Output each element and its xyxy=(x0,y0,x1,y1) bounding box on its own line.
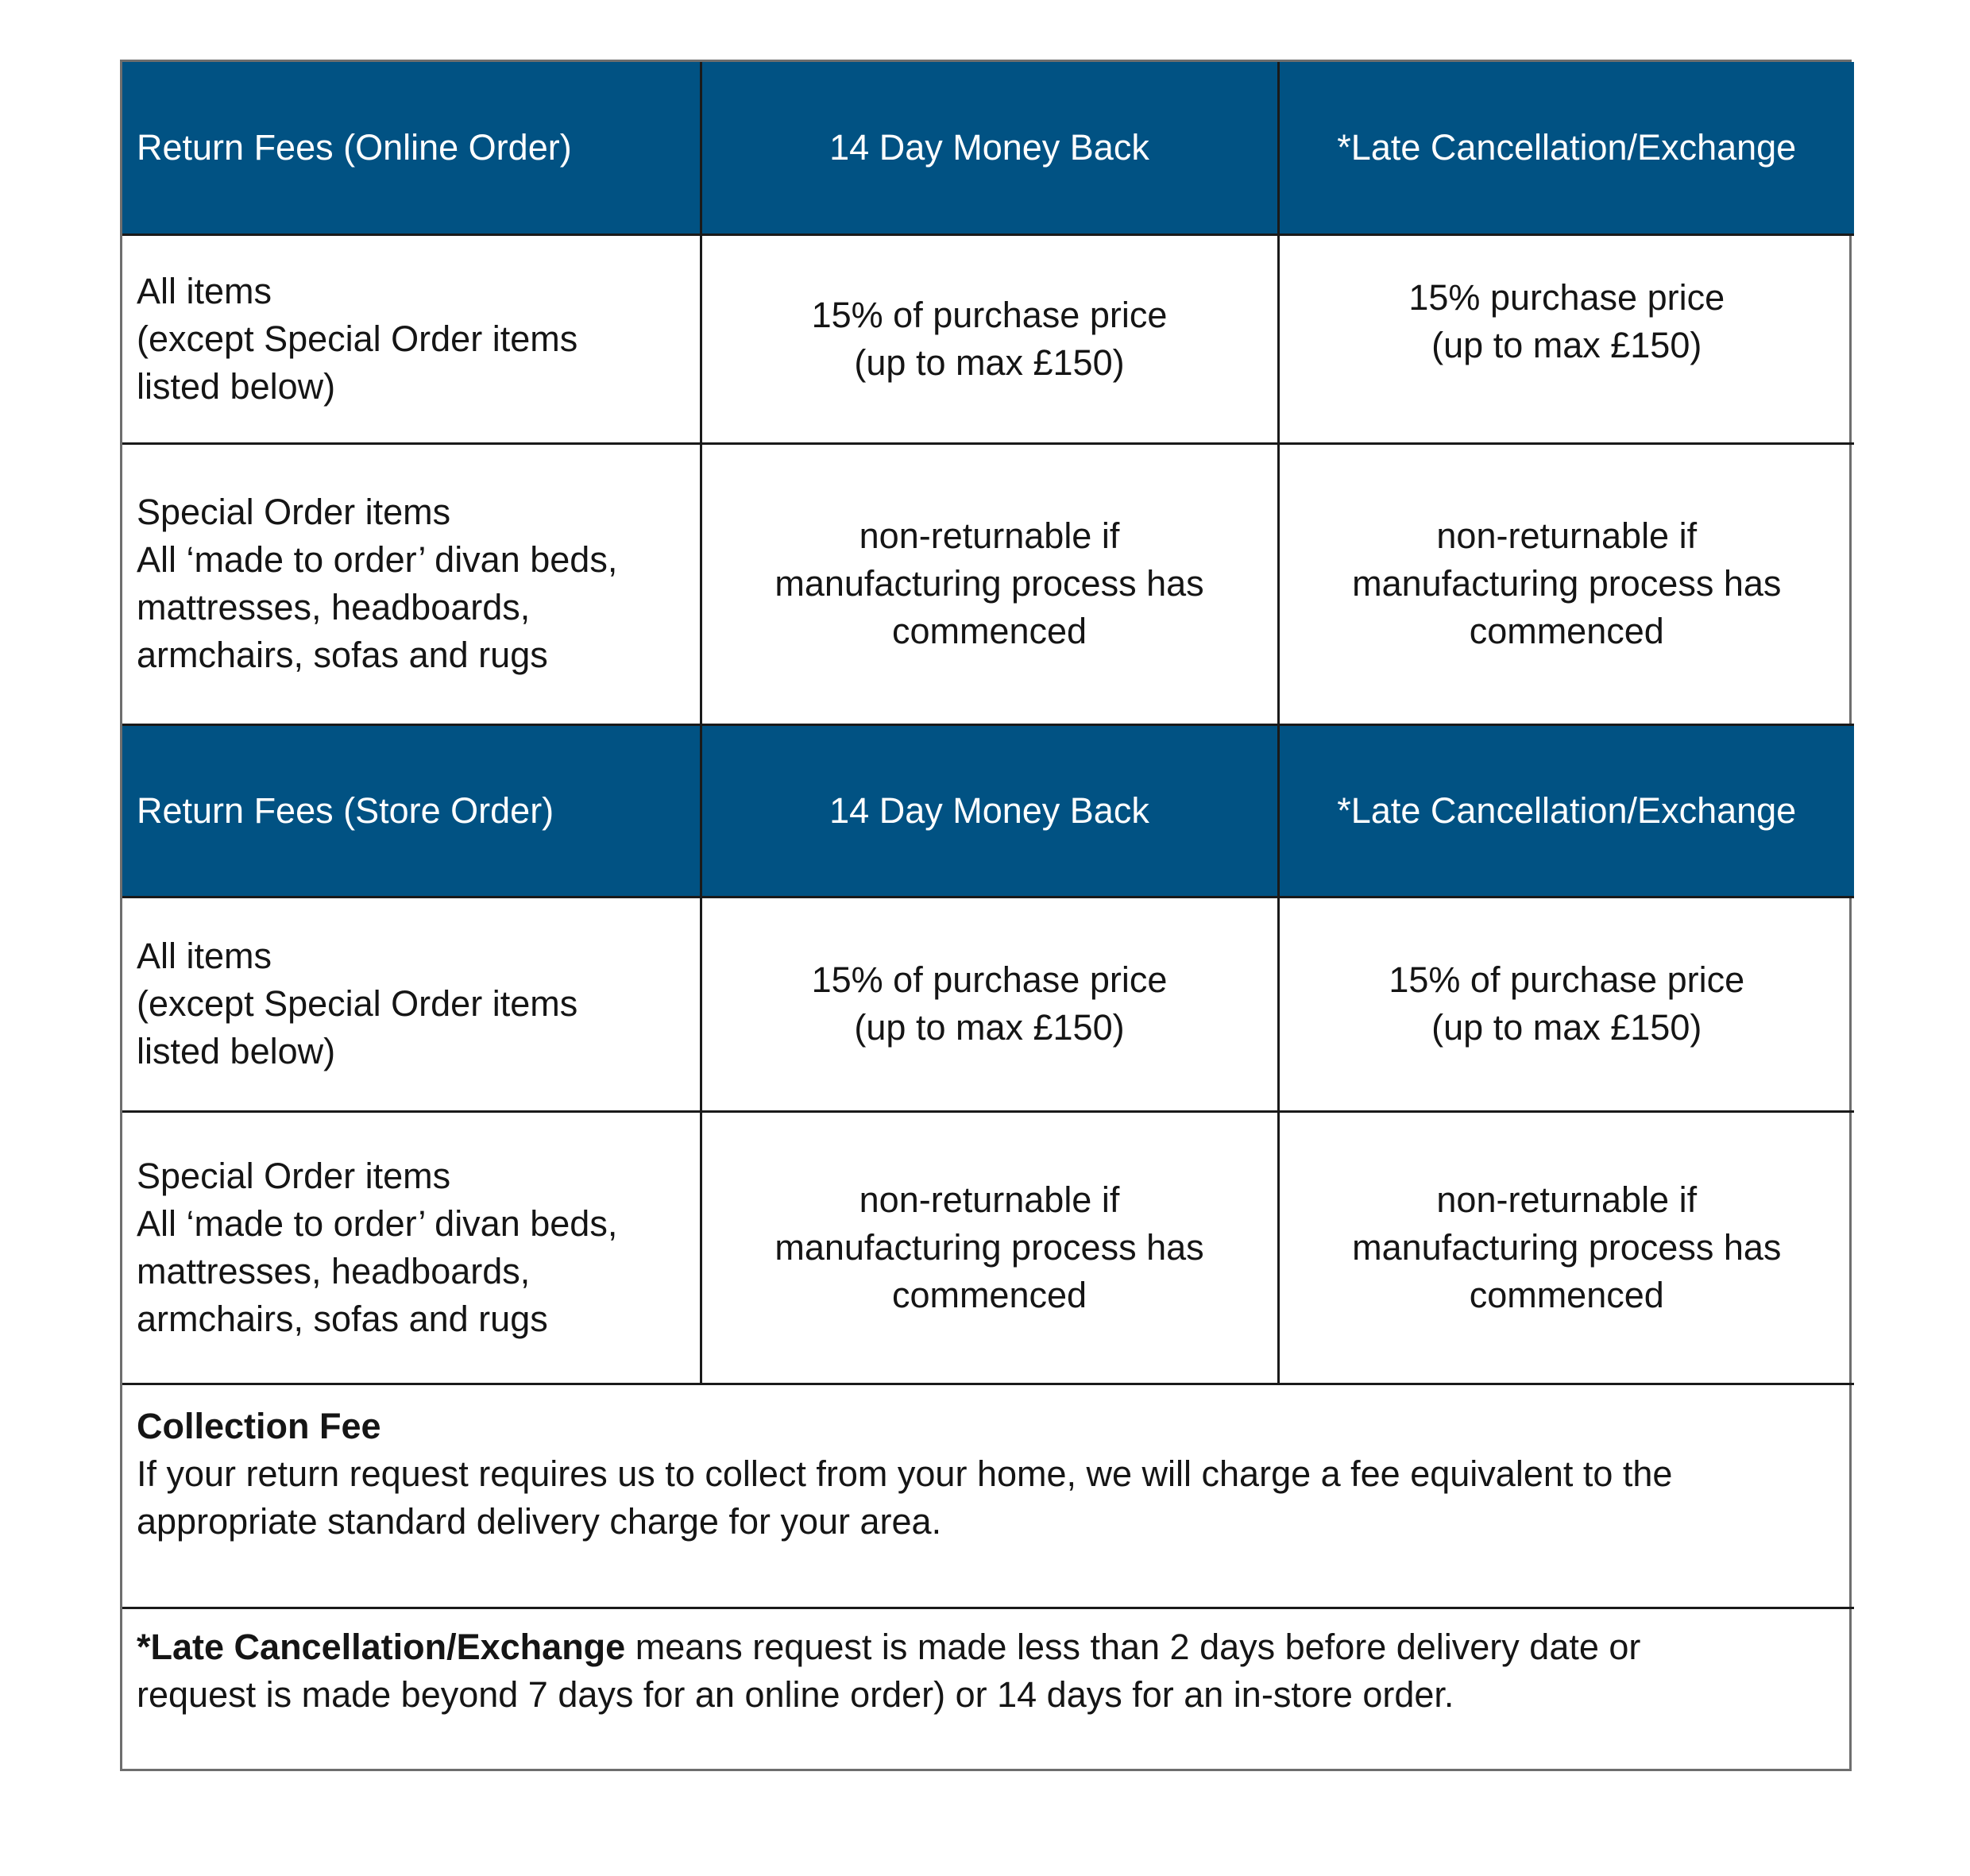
online-header-money-back: 14 Day Money Back xyxy=(701,62,1278,234)
online-special-money-back xyxy=(701,443,1278,724)
store-special-label-line3: mattresses, headboards, xyxy=(137,1250,531,1291)
collection-fee-row xyxy=(122,1384,1854,1608)
late-note-text-line1: means request is made less than 2 days before delivery date or xyxy=(625,1626,1641,1667)
online-all-items-money-back-line2: (up to max £150) xyxy=(854,342,1125,383)
store-special-label xyxy=(122,1111,701,1384)
online-special-label-line4: armchairs, sofas and rugs xyxy=(137,635,548,675)
online-special-label-line3: mattresses, headboards, xyxy=(137,587,531,627)
online-special-late-line1: non-returnable if xyxy=(1436,515,1698,556)
store-all-items-money-back-line2: (up to max £150) xyxy=(854,1007,1125,1048)
store-special-money-back xyxy=(701,1111,1278,1384)
online-all-items-money-back-line1: 15% of purchase price xyxy=(811,294,1168,335)
online-special-late-line3: commenced xyxy=(1469,611,1664,651)
store-all-items-late-line2: (up to max £150) xyxy=(1431,1007,1702,1048)
store-special-order-row xyxy=(122,1111,1854,1384)
online-special-money-back-line2: manufacturing process has xyxy=(774,563,1204,604)
store-all-items-row xyxy=(122,897,1854,1111)
store-special-label-line4: armchairs, sofas and rugs xyxy=(137,1298,548,1339)
store-special-label-line2: All ‘made to order’ divan beds, xyxy=(137,1202,618,1244)
store-header-late-cancellation: *Late Cancellation/Exchange xyxy=(1278,724,1854,897)
store-special-late-line2: manufacturing process has xyxy=(1352,1226,1782,1268)
online-all-items-late xyxy=(1278,234,1854,443)
store-special-money-back-line2: manufacturing process has xyxy=(774,1226,1204,1268)
online-header-label: Return Fees (Online Order) xyxy=(122,62,701,234)
store-special-money-back-line1: non-returnable if xyxy=(859,1179,1120,1220)
store-special-money-back-line3: commenced xyxy=(891,1274,1087,1315)
online-all-items-label-line1: All items xyxy=(137,270,272,311)
store-special-label-line1: Special Order items xyxy=(137,1155,451,1196)
late-note-term: *Late Cancellation/Exchange xyxy=(137,1626,626,1667)
online-special-label-line2: All ‘made to order’ divan beds, xyxy=(137,539,618,580)
store-special-late xyxy=(1278,1111,1854,1384)
store-header-label: Return Fees (Store Order) xyxy=(122,724,701,897)
return-fees-table-container xyxy=(120,60,1852,1771)
store-all-items-late xyxy=(1278,897,1854,1111)
store-header-row xyxy=(122,724,1854,897)
collection-fee-cell xyxy=(122,1384,1854,1608)
online-all-items-late-line2: (up to max £150) xyxy=(1431,324,1702,365)
online-all-items-row xyxy=(122,234,1854,443)
online-special-label-line1: Special Order items xyxy=(137,492,451,532)
online-special-money-back-line3: commenced xyxy=(891,611,1087,651)
online-special-label xyxy=(122,443,701,724)
store-all-items-label-line2: (except Special Order items xyxy=(137,983,578,1024)
online-special-money-back-line1: non-returnable if xyxy=(859,515,1120,556)
store-special-late-line3: commenced xyxy=(1469,1274,1664,1315)
online-all-items-money-back xyxy=(701,234,1278,443)
store-all-items-late-line1: 15% of purchase price xyxy=(1389,959,1745,1000)
store-special-late-line1: non-returnable if xyxy=(1436,1179,1698,1220)
online-header-late-cancellation: *Late Cancellation/Exchange xyxy=(1278,62,1854,234)
online-special-order-row xyxy=(122,443,1854,724)
online-all-items-late-line1: 15% purchase price xyxy=(1408,276,1725,318)
online-special-late xyxy=(1278,443,1854,724)
online-all-items-label-line3: listed below) xyxy=(137,365,336,407)
online-all-items-label xyxy=(122,234,701,443)
late-cancellation-note-cell xyxy=(122,1608,1854,1769)
collection-fee-title: Collection Fee xyxy=(137,1405,381,1446)
store-all-items-label-line3: listed below) xyxy=(137,1031,336,1071)
collection-fee-text-line1: If your return request requires us to collect from your home, we will charge a fee equivalent to the xyxy=(137,1453,1673,1494)
online-special-late-line2: manufacturing process has xyxy=(1352,563,1782,604)
return-fees-table xyxy=(122,62,1854,1769)
late-cancellation-note-row xyxy=(122,1608,1854,1769)
store-all-items-money-back xyxy=(701,897,1278,1111)
store-all-items-label-line1: All items xyxy=(137,936,272,976)
late-note-line1 xyxy=(137,1623,1840,1671)
collection-fee-text-line2: appropriate standard delivery charge for your area. xyxy=(137,1500,942,1542)
online-header-row xyxy=(122,62,1854,234)
store-all-items-money-back-line1: 15% of purchase price xyxy=(811,959,1168,1000)
store-header-money-back: 14 Day Money Back xyxy=(701,724,1278,897)
late-note-text-line2: request is made beyond 7 days for an online order) or 14 days for an in-store order. xyxy=(137,1673,1454,1715)
store-all-items-label xyxy=(122,897,701,1111)
online-all-items-label-line2: (except Special Order items xyxy=(137,318,578,359)
